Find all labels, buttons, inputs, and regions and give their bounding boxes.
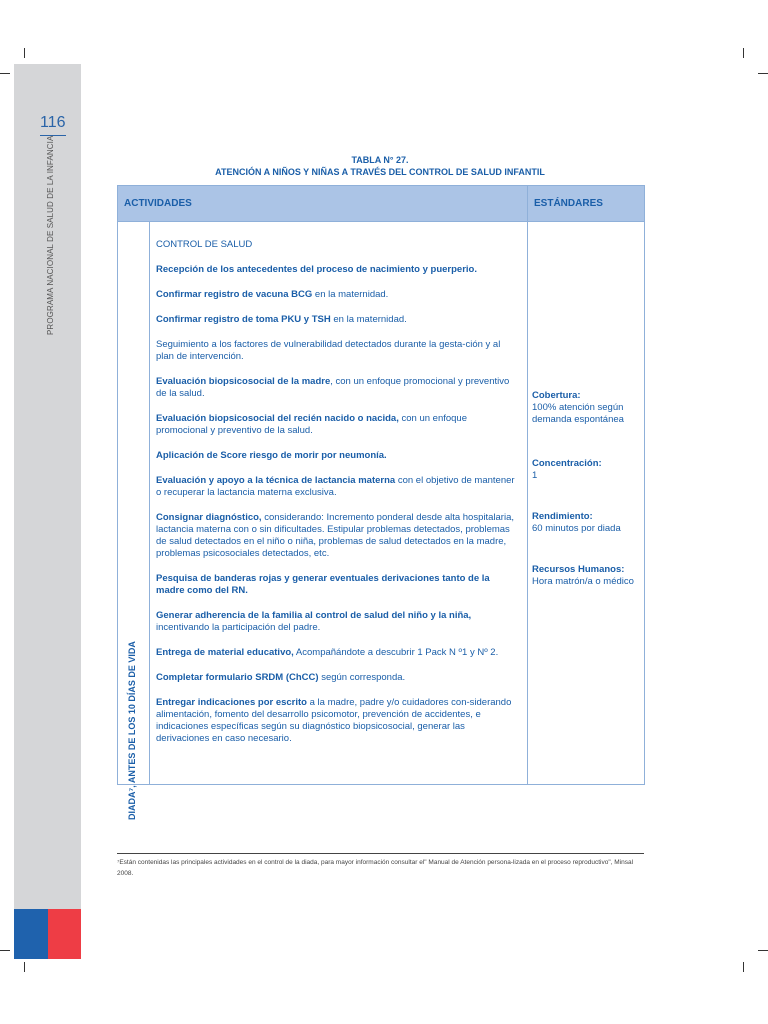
activity-item	[156, 376, 517, 400]
activity-item-text: considerando: Incremento ponderal desde alta hospitalaria, lactancia materna con o sin dificultades. Estipular problemas detectados, problemas de salud detectados en el niño o niña, problemas de salud detectados en la madre, problemas psicosociales detectados, etc.	[156, 512, 515, 559]
crop-mark	[0, 950, 10, 951]
activity-item-bold: Consignar diagnóstico,	[156, 512, 262, 523]
running-head: PROGRAMA NACIONAL DE SALUD DE LA INFANCIA	[46, 135, 55, 335]
activity-item-text: según corresponda.	[318, 672, 406, 683]
crop-mark	[24, 962, 25, 972]
side-label: DIADA⁷, ANTES DE LOS 10 DÍAS DE VIDA	[127, 641, 137, 820]
standard-item	[532, 458, 644, 482]
activity-item	[156, 413, 517, 437]
activities-cell	[150, 222, 528, 785]
activity-item	[156, 512, 517, 560]
crop-mark	[743, 48, 744, 58]
activity-item-bold: Aplicación de Score riesgo de morir por neumonía.	[156, 450, 387, 461]
activity-item-bold: Evaluación biopsicosocial del recién nacido o nacida,	[156, 413, 399, 424]
activity-item-bold: Pesquisa de banderas rojas y generar eventuales derivaciones tanto de la madre como del RN.	[156, 573, 490, 596]
flag-blue-block	[14, 909, 48, 959]
activity-item	[156, 672, 517, 684]
standard-item	[532, 390, 644, 426]
standard-value: 1	[532, 470, 538, 481]
activity-item-bold: Evaluación biopsicosocial de la madre	[156, 376, 331, 387]
activity-item	[156, 450, 517, 462]
activity-item-text: Seguimiento a los factores de vulnerabilidad detectados durante la gesta-ción y al plan de intervención.	[156, 339, 501, 362]
activity-item	[156, 573, 517, 597]
activity-item-text: CONTROL DE SALUD	[156, 239, 253, 250]
header-standards	[528, 186, 645, 222]
activity-item	[156, 339, 517, 363]
page-number: 116	[40, 114, 66, 131]
activity-item-bold: Confirmar registro de vacuna BCG	[156, 289, 313, 300]
activity-item-text: con el objetivo de mantener o recuperar la lactancia materna exclusiva.	[156, 475, 515, 498]
table-subtitle: ATENCIÓN A NIÑOS Y NIÑAS A TRAVÉS DEL CONTROL DE SALUD INFANTIL	[215, 167, 545, 177]
crop-mark	[24, 48, 25, 58]
activity-item-text: en la maternidad.	[312, 289, 389, 300]
footnote-rule	[117, 853, 644, 854]
standard-item	[532, 564, 644, 588]
activity-item-bold: Recepción de los antecedentes del proceso de nacimiento y puerperio.	[156, 264, 477, 275]
activity-item	[156, 239, 517, 251]
activities-table	[117, 185, 645, 820]
activity-item-text: Acompañándote a descubrir 1 Pack N º1 y Nº 2.	[293, 647, 499, 658]
standard-label: Recursos Humanos:	[532, 564, 625, 575]
activity-item	[156, 264, 517, 276]
activity-item	[156, 289, 517, 301]
activity-item	[156, 697, 517, 745]
activity-item-text: con un enfoque promocional y preventivo de la salud.	[156, 413, 468, 436]
activity-item	[156, 647, 517, 659]
table-title: TABLA N° 27.	[351, 155, 409, 165]
activities-list	[156, 239, 517, 745]
standard-item	[532, 511, 644, 535]
activity-item	[156, 475, 517, 499]
table-body-row	[118, 222, 645, 785]
activity-item	[156, 314, 517, 326]
activity-item-bold: Evaluación y apoyo a la técnica de lactancia materna	[156, 475, 396, 486]
standard-label: Rendimiento:	[532, 511, 593, 522]
activity-item-bold: Entregar indicaciones por escrito	[156, 697, 307, 708]
crop-mark	[0, 73, 10, 74]
activity-item-bold: Entrega de material educativo,	[156, 647, 294, 658]
flag-red-block	[48, 909, 81, 959]
activity-item-text: incentivando la participación del padre.	[156, 622, 321, 633]
activity-item-text: a la madre, padre y/o cuidadores con-siderando alimentación, fomento del desarrollo psicomotor, prevención de accidentes, e indicaciones específicas según su diagnóstico biopsicosocial, generar las derivaciones en caso necesario.	[156, 697, 512, 744]
activity-item-text: , con un enfoque promocional y preventivo de la salud.	[156, 376, 510, 399]
footnote: ⁷Están contenidas las principales actividades en el control de la diada, para mayor información consultar el" Manual de Atención persona-lizada en el proceso reproductivo", Minsal 2008.	[117, 859, 634, 877]
activity-item-bold: Completar formulario SRDM (ChCC)	[156, 672, 319, 683]
header-activities	[118, 186, 528, 222]
crop-mark	[758, 73, 768, 74]
side-label-cell	[118, 222, 150, 820]
standard-label: Concentración:	[532, 458, 602, 469]
activity-item-bold: Confirmar registro de toma PKU y TSH	[156, 314, 331, 325]
table-header-row	[118, 186, 645, 222]
standard-label: Cobertura:	[532, 390, 581, 401]
activity-item-text: en la maternidad.	[330, 314, 407, 325]
activity-item	[156, 610, 517, 634]
standard-value: 100% atención según demanda espontánea	[532, 402, 624, 425]
header-activities-label: ACTIVIDADES	[124, 198, 192, 209]
crop-mark	[758, 950, 768, 951]
crop-mark	[743, 962, 744, 972]
standard-value: 60 minutos por diada	[532, 523, 621, 534]
standards-cell	[528, 222, 645, 785]
standard-value: Hora matrón/a o médico	[532, 576, 634, 587]
header-standards-label: ESTÁNDARES	[534, 198, 603, 209]
activity-item-bold: Generar adherencia de la familia al control de salud del niño y la niña,	[156, 610, 472, 621]
